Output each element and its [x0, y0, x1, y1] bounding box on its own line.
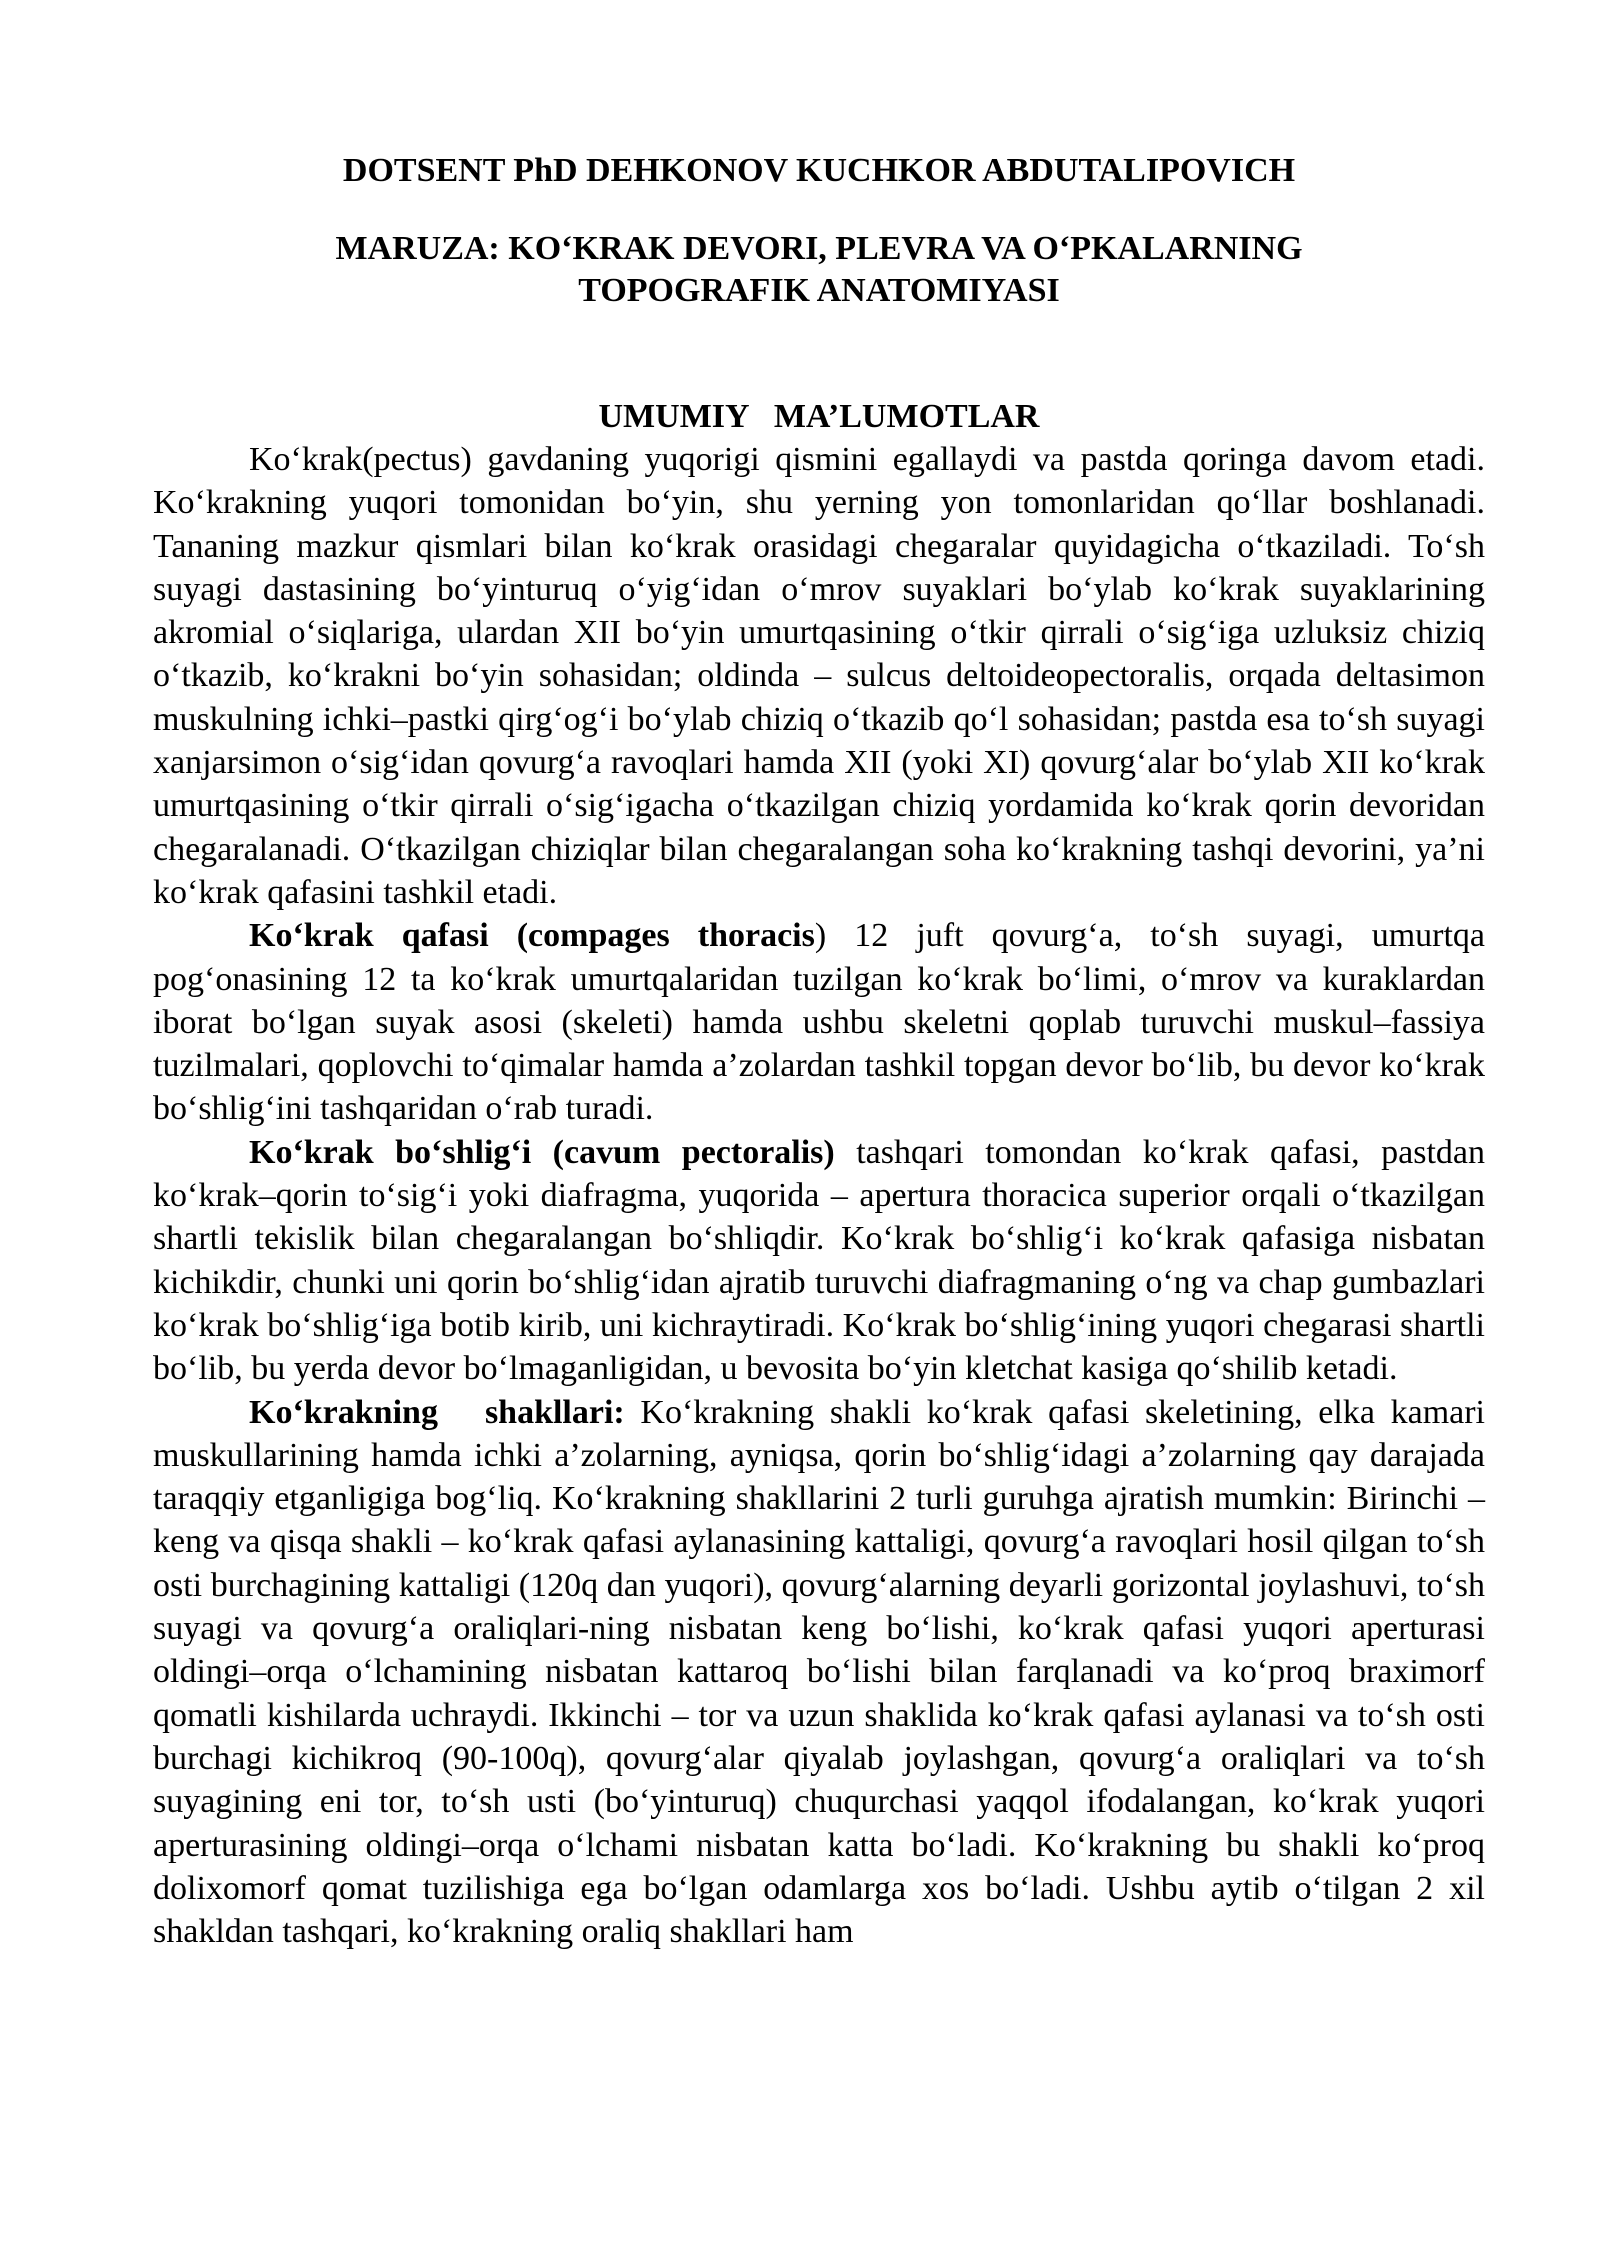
- author-heading: DOTSENT PhD DEHKONOV KUCHKOR ABDUTALIPOVICH: [342, 152, 1296, 189]
- paragraph-4-term: Ko‘krakning shakllari:: [249, 1393, 625, 1431]
- paragraph-4: [153, 1391, 1485, 1954]
- paragraph-2-term: Ko‘krak qafasi (compages thoracis: [249, 917, 815, 955]
- paragraph-3: [153, 1131, 1485, 1391]
- lecture-title-line-2: TOPOGRAFIK ANATOMIYASI: [578, 272, 1060, 309]
- paragraph-1: Ko‘krak(pectus) gavdaning yuqorigi qismini egallaydi va pastda qoringa davom etadi. Ko‘krakning yuqori tomonidan bo‘yin, shu yerning yon tomonlaridan qo‘llar boshlanadi. Tananing mazkur qismlari bilan ko‘krak orasidagi chegaralar quyidagicha o‘tkaziladi. To‘sh suyagi dastasining bo‘yinturuq o‘yig‘idan o‘mrov suyaklari bo‘ylab ko‘krak suyaklarining akromial o‘siqlariga, ulardan XII bo‘yin umurtqasining o‘tkir qirrali o‘sig‘iga uzluksiz chiziq o‘tkazib, ko‘krakni bo‘yin sohasidan; oldinda – sulcus deltoideopectoralis, orqada deltasimon muskulning ichki–pastki qirg‘og‘i bo‘ylab chiziq o‘tkazib qo‘l sohasidan; pastda esa to‘sh suyagi xanjarsimon o‘sig‘idan qovurg‘a ravoqlari hamda XII (yoki XI) qovurg‘alar bo‘ylab XII ko‘krak umurtqasining o‘tkir qirrali o‘sig‘igacha o‘tkazilgan chiziq yordamida ko‘krak qorin devoridan chegaralanadi. O‘tkazilgan chiziqlar bilan chegaralangan soha ko‘krakning tashqi devorini, ya’ni ko‘krak qafasini tashkil etadi.: [153, 441, 1485, 911]
- section-title-text: UMUMIY MA’LUMOTLAR: [598, 398, 1040, 435]
- section-title: [153, 396, 1485, 438]
- lecture-title-line-1: MARUZA: KO‘KRAK DEVORI, PLEVRA VA O‘PKALARNING: [335, 230, 1303, 267]
- paragraph-2-text: ) 12 juft qovurg‘a, to‘sh suyagi, umurtqa pog‘onasining 12 ta ko‘krak umurtqalaridan tuzilgan ko‘krak bo‘limi, o‘mrov va kuraklardan iborat bo‘lgan suyak asosi (skeleti) hamda ushbu skeletni qoplab turuvchi muskul–fassiya tuzilmalari, qoplovchi to‘qimalar hamda a’zolardan tashkil topgan devor bo‘lib, bu devor ko‘krak bo‘shlig‘ini tashqaridan o‘rab turadi.: [153, 917, 1485, 1128]
- paragraph-2: [153, 914, 1485, 1130]
- paragraph-4-text: Ko‘krakning shakli ko‘krak qafasi skeletining, elka kamari muskullarining hamda ichki a’zolarning, ayniqsa, qorin bo‘shlig‘idagi a’zolarning qay darajada taraqqiy etganligiga bog‘liq. Ko‘krakning shakllarini 2 turli guruhga ajratish mumkin: Birinchi – keng va qisqa shakli – ko‘krak qafasi aylanasining kattaligi, qovurg‘a ravoqlari hosil qilgan to‘sh osti burchagining kattaligi (120q dan yuqori), qovurg‘alarning deyarli gorizontal joylashuvi, to‘sh suyagi va qovurg‘a oraliqlari-ning nisbatan keng bo‘lishi, ko‘krak qafasi yuqori aperturasi oldingi–orqa o‘lchamining nisbatan kattaroq bo‘lishi bilan farqlanadi va ko‘proq braximorf qomatli kishilarda uchraydi. Ikkinchi – tor va uzun shaklida ko‘krak qafasi aylanasi va to‘sh osti burchagi kichikroq (90-100q), qovurg‘alar qiyalab joylashgan, qovurg‘a oraliqlari va to‘sh suyagining eni tor, to‘sh usti (bo‘yinturuq) chuqurchasi yaqqol ifodalangan, ko‘krak yuqori aperturasining oldingi–orqa o‘lchami nisbatan katta bo‘ladi. Ko‘krakning bu shakli ko‘proq dolixomorf qomat tuzilishiga ega bo‘lgan odamlarga xos bo‘ladi. Ushbu aytib o‘tilgan 2 xil shakldan tashqari, ko‘krakning oraliq shakllari ham: [153, 1393, 1485, 1951]
- paragraph-3-term: Ko‘krak bo‘shlig‘i (cavum pectoralis): [249, 1133, 835, 1171]
- document-content: [153, 150, 1485, 1953]
- lecture-title: [153, 228, 1485, 312]
- paragraph-3-text: tashqari tomondan ko‘krak qafasi, pastdan ko‘krak–qorin to‘sig‘i yoki diafragma, yuqorida – apertura thoracica superior orqali o‘tkazilgan shartli tekislik bilan chegaralangan bo‘shliqdir. Ko‘krak bo‘shlig‘i ko‘krak qafasiga nisbatan kichikdir, chunki uni qorin bo‘shlig‘idan ajratib turuvchi diafragmaning o‘ng va chap gumbazlari ko‘krak bo‘shlig‘iga botib kirib, uni kichraytiradi. Ko‘krak bo‘shlig‘ining yuqori chegarasi shartli bo‘lib, bu yerda devor bo‘lmaganligidan, u bevosita bo‘yin kletchat kasiga qo‘shilib ketadi.: [153, 1133, 1485, 1388]
